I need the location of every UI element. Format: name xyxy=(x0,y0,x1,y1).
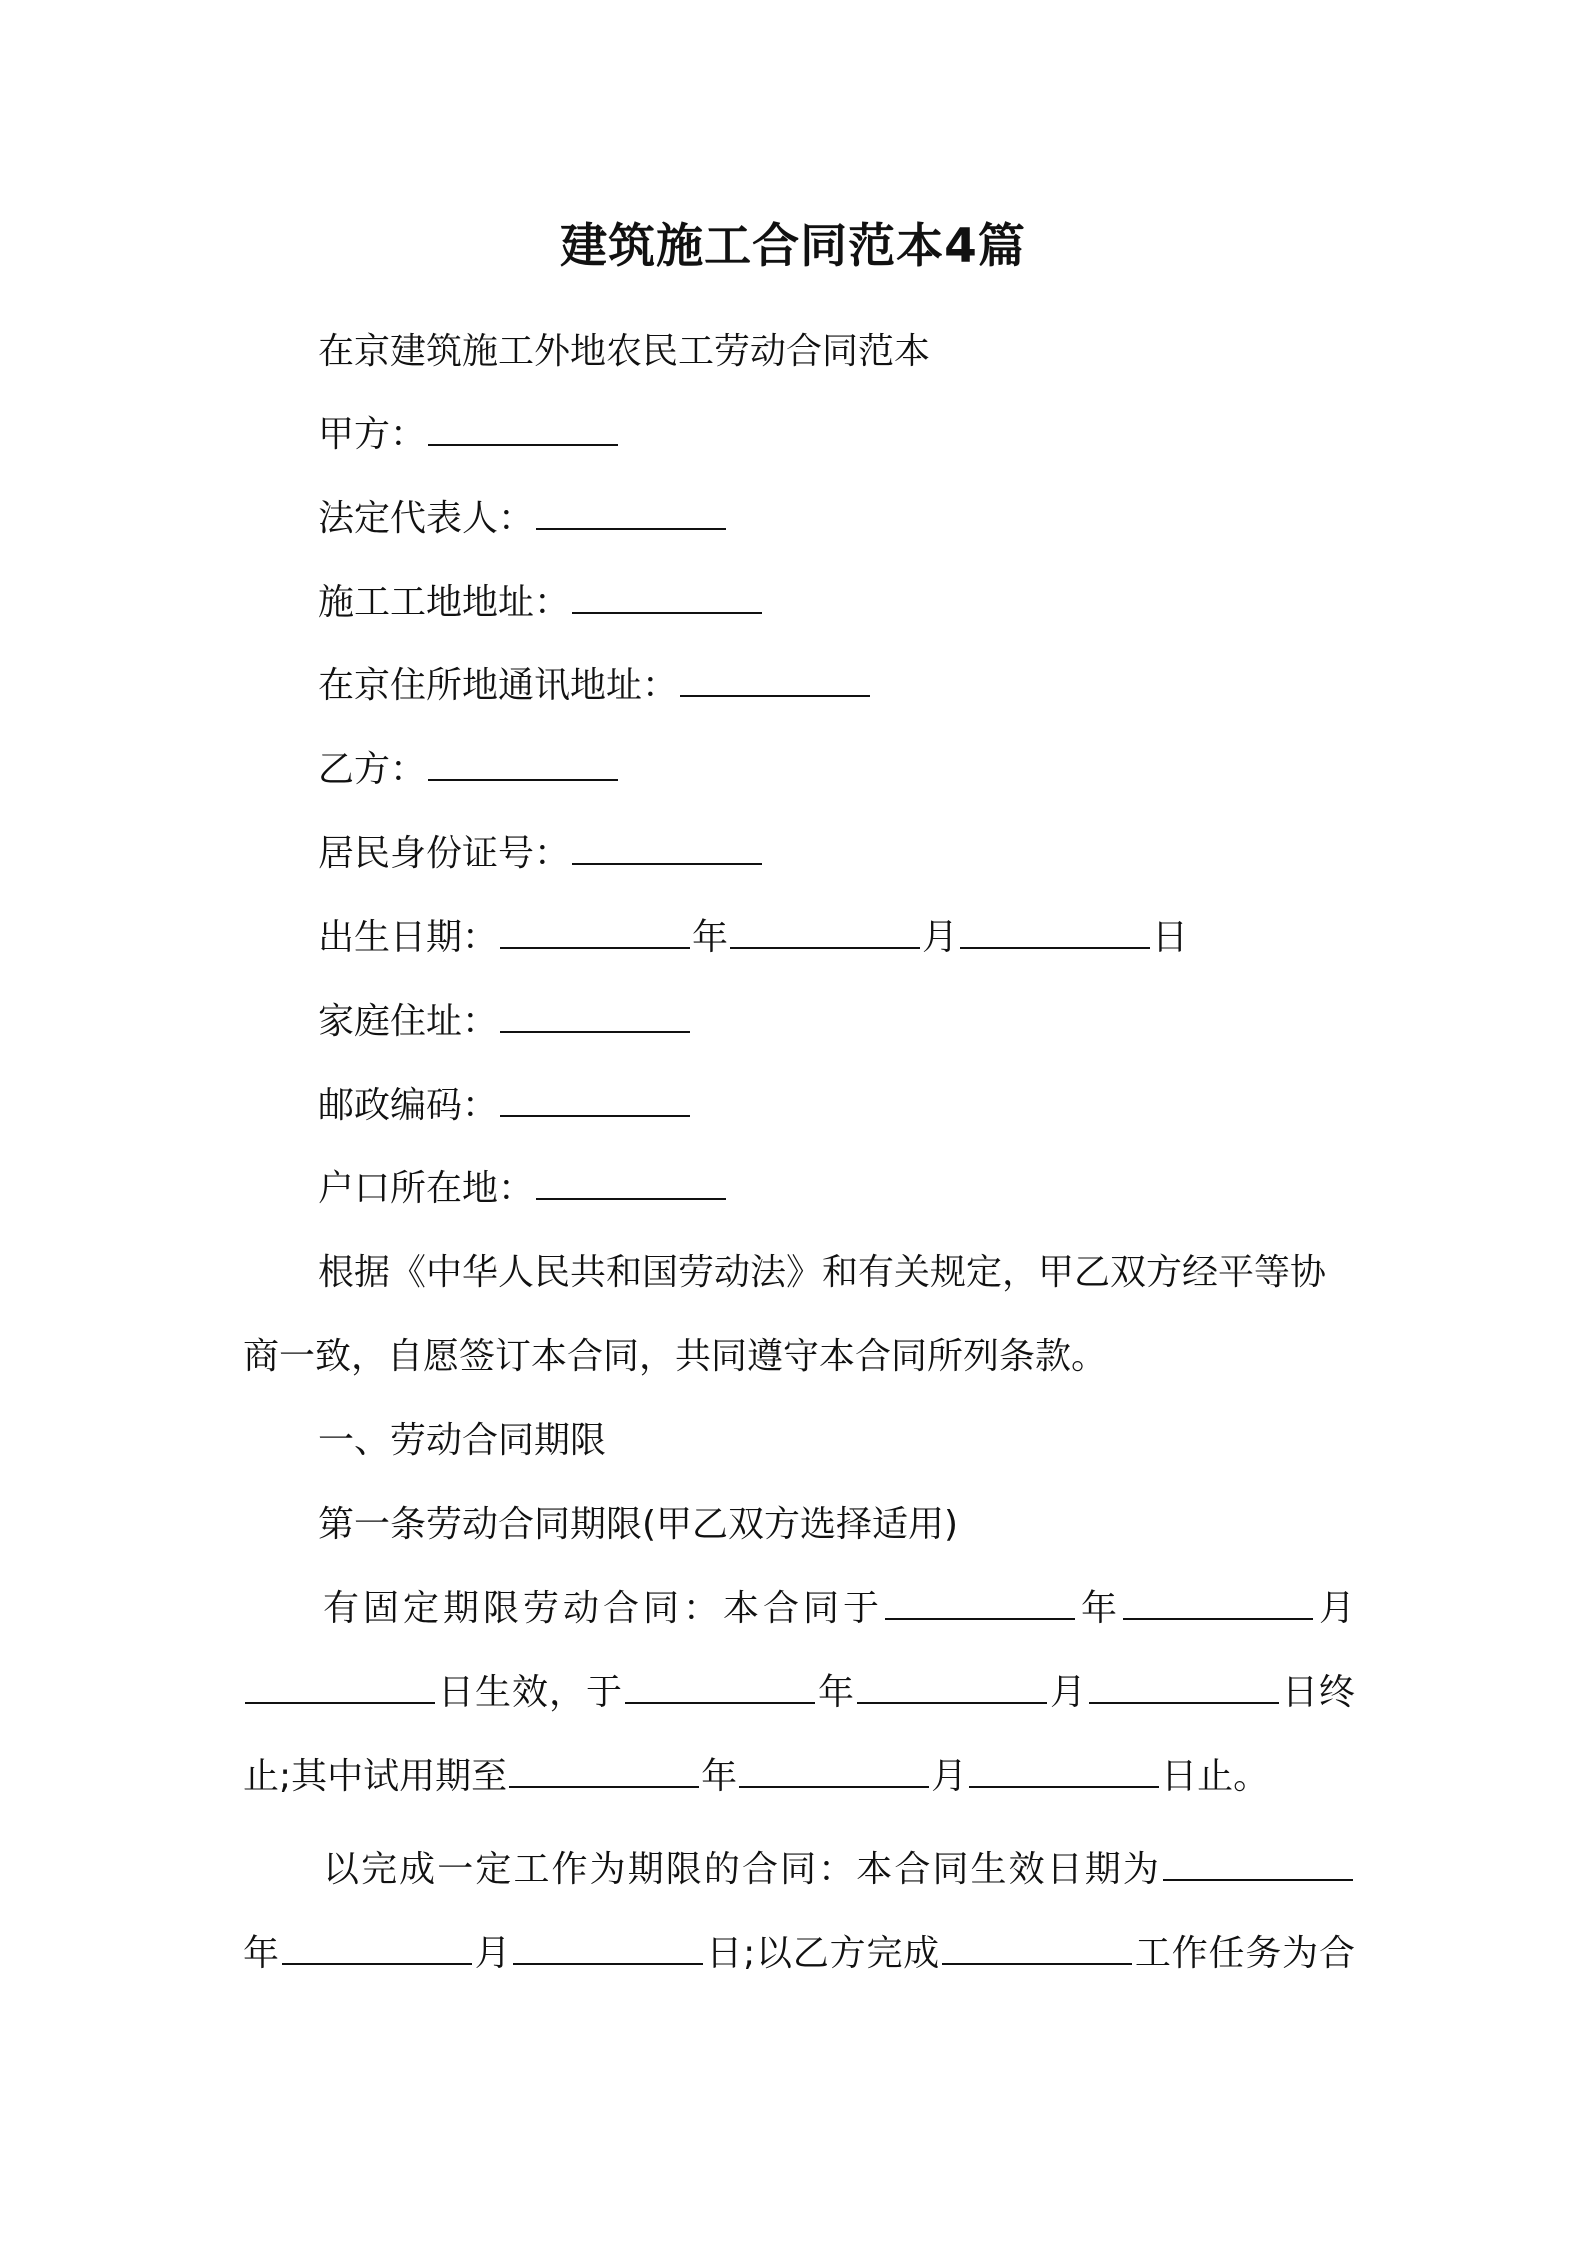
clause-text: 日生效，于 xyxy=(437,1672,623,1713)
clause-text: 止;其中试用期至 xyxy=(243,1756,508,1797)
section-heading: 一、劳动合同期限 xyxy=(318,1420,607,1461)
fill-blank[interactable] xyxy=(1123,1612,1313,1620)
fill-blank[interactable] xyxy=(680,689,870,697)
fill-blank[interactable] xyxy=(857,1696,1047,1704)
field-label: 邮政编码： xyxy=(318,1085,499,1126)
field-label: 乙方： xyxy=(318,749,427,790)
field-label: 法定代表人： xyxy=(318,498,535,539)
year-text: 年 xyxy=(243,1933,280,1974)
month-text: 月 xyxy=(931,1756,968,1797)
field-label: 施工工地地址： xyxy=(318,582,571,623)
fill-blank[interactable] xyxy=(513,1957,703,1965)
document-title: 建筑施工合同范本4篇 xyxy=(560,219,1026,274)
month-text: 月 xyxy=(1314,1588,1355,1629)
fill-blank[interactable] xyxy=(282,1957,472,1965)
clause-text: 以完成一定工作为期限的合同：本合同生效日期为 xyxy=(323,1849,1161,1890)
task-term-line-1 xyxy=(323,1845,1355,1895)
postal-code-field xyxy=(318,1081,692,1131)
fixed-term-line-2 xyxy=(243,1668,1355,1718)
month-text: 月 xyxy=(473,1933,512,1974)
task-term-line-2 xyxy=(243,1929,1355,1979)
year-text: 年 xyxy=(816,1672,855,1713)
fill-blank[interactable] xyxy=(1163,1873,1353,1881)
site-address-field xyxy=(318,578,764,628)
fill-blank[interactable] xyxy=(500,941,690,949)
field-label: 出生日期： xyxy=(318,917,499,958)
legal-representative-field xyxy=(318,494,728,544)
fill-blank[interactable] xyxy=(428,773,618,781)
fill-blank[interactable] xyxy=(730,941,920,949)
fill-blank[interactable] xyxy=(572,606,762,614)
article-heading: 第一条劳动合同期限(甲乙双方选择适用) xyxy=(318,1504,959,1545)
clause-text: 日;以乙方完成 xyxy=(705,1933,941,1974)
fill-blank[interactable] xyxy=(1089,1696,1279,1704)
home-address-field xyxy=(318,997,692,1047)
fill-blank[interactable] xyxy=(245,1696,435,1704)
fill-blank[interactable] xyxy=(536,522,726,530)
year-text: 年 xyxy=(701,1756,738,1797)
party-a-field xyxy=(318,410,620,460)
clause-text: 日终 xyxy=(1280,1672,1355,1713)
field-label: 家庭住址： xyxy=(318,1001,499,1042)
clause-text: 有固定期限劳动合同：本合同于 xyxy=(323,1588,883,1629)
household-registration-field xyxy=(318,1164,728,1214)
clause-text: 日止。 xyxy=(1161,1756,1270,1797)
intro-paragraph-line-1: 根据《中华人民共和国劳动法》和有关规定，甲乙双方经平等协 xyxy=(318,1252,1327,1293)
fill-blank[interactable] xyxy=(625,1696,815,1704)
fixed-term-line-3 xyxy=(243,1752,1269,1802)
day-text: 日 xyxy=(1152,917,1189,958)
beijing-address-field xyxy=(318,661,872,711)
field-label: 户口所在地： xyxy=(318,1168,535,1209)
year-text: 年 xyxy=(692,917,729,958)
fill-blank[interactable] xyxy=(739,1780,929,1788)
month-text: 月 xyxy=(1048,1672,1087,1713)
field-label: 甲方： xyxy=(318,414,427,455)
fill-blank[interactable] xyxy=(572,857,762,865)
field-label: 在京住所地通讯地址： xyxy=(318,665,679,706)
fill-blank[interactable] xyxy=(960,941,1150,949)
id-number-field xyxy=(318,829,764,879)
year-text: 年 xyxy=(1076,1588,1121,1629)
fill-blank[interactable] xyxy=(500,1025,690,1033)
fill-blank[interactable] xyxy=(969,1780,1159,1788)
field-label: 居民身份证号： xyxy=(318,833,571,874)
fill-blank[interactable] xyxy=(536,1192,726,1200)
intro-paragraph-line-2: 商一致，自愿签订本合同，共同遵守本合同所列条款。 xyxy=(243,1336,1108,1377)
month-text: 月 xyxy=(922,917,959,958)
fill-blank[interactable] xyxy=(942,1957,1132,1965)
party-b-field xyxy=(318,745,620,795)
fill-blank[interactable] xyxy=(885,1612,1075,1620)
birth-date-field xyxy=(318,913,1188,963)
fill-blank[interactable] xyxy=(500,1109,690,1117)
fill-blank[interactable] xyxy=(509,1780,699,1788)
clause-text: 工作任务为合 xyxy=(1134,1933,1355,1974)
fixed-term-line-1 xyxy=(323,1584,1355,1634)
fill-blank[interactable] xyxy=(428,438,618,446)
contract-subtitle: 在京建筑施工外地农民工劳动合同范本 xyxy=(318,331,931,372)
